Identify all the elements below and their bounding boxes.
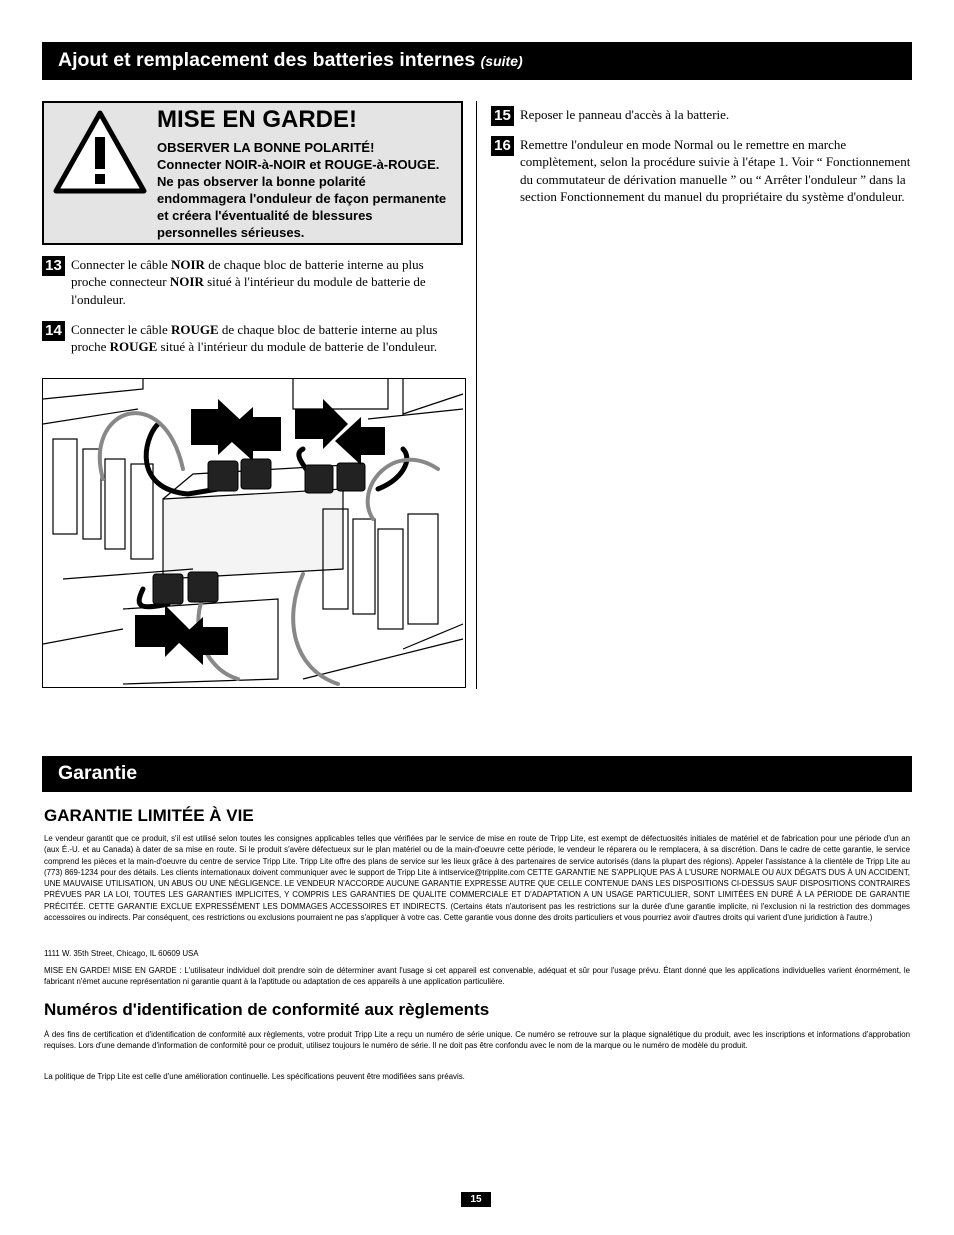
- warning-title: MISE EN GARDE!: [157, 106, 358, 133]
- battery-connection-illustration: [42, 378, 466, 688]
- section-header-batteries: [42, 42, 912, 80]
- column-divider: [476, 101, 477, 689]
- warranty-address: 1111 W. 35th Street, Chicago, IL 60609 USA: [44, 949, 199, 958]
- battery-illustration-icon: [43, 379, 465, 687]
- section-title: Ajout et remplacement des batteries internes (suite): [58, 49, 523, 71]
- section-title-suffix: (suite): [480, 53, 523, 69]
- warranty-caution: MISE EN GARDE! MISE EN GARDE : L'utilisateur individuel doit prendre soin de déterminer avant l'usage si cet appareil est convenable, adéquat et sûr pour l'usage prévu. Étant donné que les applications individuelles varient énormément, le fabricant n'émet aucune représentation ni garantie quant à la l'aptitude ou adaptation de ces appareils à une application particulière.: [44, 966, 910, 987]
- step-number: 16: [491, 136, 514, 156]
- step-number: 14: [42, 321, 65, 341]
- section-title: Garantie: [58, 762, 138, 784]
- step-number: 13: [42, 256, 65, 276]
- step-text: Remettre l'onduleur en mode Normal ou le remettre en marche complètement, selon la procédure suivie à l'étape 1. Voir “ Fonctionnement du commutateur de dérivation manuelle ” ou “ Arrêter l'onduleur ” dans la section Fonctionnement du manuel du propriétaire du système d'onduleur.: [520, 137, 911, 205]
- warning-triangle-icon: [52, 109, 148, 195]
- warranty-text: Le vendeur garantit que ce produit, s'il est utilisé selon toutes les consignes applicables telles que vérifiées par le service de mise en route de Tripp Lite, est exempt de défectuosités initiales de matériel et de fabrication pour une période d'un an (aux É.-U. et au Canada) à dater de sa mise en route. Si le produit s'avère défectueux sur le plan matériel ou de la main-d'oeuvre cette période, le vendeur le réparera ou le remplacera, à sa discrétion. Dans le cadre de cette garantie, le service comprend les pièces et la main-d'oeuvre du centre de service Tripp Lite. Tripp Lite offre des plans de service sur les lieux grâce à des partenaires de service autorisés (dans la plupart des régions). Appeler l'assistance à la clientèle de Tripp Lite au (773) 869-1234 pour des détails. Les clients internationaux doivent communiquer avec le support de Tripp Lite à intlservice@tripplite.com CETTE GARANTIE NE S'APPLIQUE PAS À L'USURE NORMALE OU AUX DÉGATS DUS À UN ACCIDENT, UNE MAUVAISE UTILISATION, UN ABUS OU UNE NÉGLIGENCE. LE VENDEUR N'ACCORDE AUCUNE GARANTIE EXPRESSE AUTRE QUE CELLE CONTENUE DANS LES DISPOSITIONS CI-DESSUS SAUF DISPOSITIONS CONTRAIRES PRÉVUES PAR LA LOI, TOUTES LES GARANTIES IMPLICITES, Y COMPRIS LES GARANTIES DE QUALITE COMMERCIALE ET D'ADAPTATION A UN USAGE PARTICULIER, SONT LIMITÉES EN DURÉ À LA PÉRIODE DE GARANTIE PRÉCITÉE. CETTE GARANTIE EXCLUE EXPRESSÉMENT LES DOMMAGES ACCESSOIRES ET INDIRECTS. (Certains états n'autorisent pas les restrictions sur la durée d'une garantie implicite, ni l'exclusion ni la restriction des dommages accessoires ou indirects. Par conséquent, ces restrictions ou exclusions pourraient ne pas s'appliquer à votre cas. Cette garantie vous donne des droits particuliers et vous pourriez avoir d'autres droits qui varient d'une juridiction à l'autre.): [44, 834, 910, 923]
- conformity-heading: Numéros d'identification de conformité aux règlements: [44, 1000, 490, 1019]
- step-text: Connecter le câble NOIR de chaque bloc de batterie interne au plus proche connecteur NOIR situé à l'intérieur du module de batterie de l'onduleur.: [71, 257, 426, 307]
- conformity-text: À des fins de certification et d'identification de conformité aux règlements, votre produit Tripp Lite a reçu un numéro de série unique. Ce numéro se retrouve sur la plaque signalétique du produit, avec les inscriptions et informations d'approbation requises. Lors d'une demande d'information de conformité pour ce produit, utilisez toujours le numéro de série. Il ne doit pas être confondu avec le nom de la marque ou le numéro de modèle du produit.: [44, 1030, 910, 1051]
- step-number: 15: [491, 106, 514, 126]
- policy-text: La politique de Tripp Lite est celle d'une amélioration continuelle. Les spécifications peuvent être modifiées sans préavis.: [44, 1072, 465, 1081]
- warning-body: Connecter NOIR-à-NOIR et ROUGE-à-ROUGE. Ne pas observer la bonne polarité endommagera l'onduleur de façon permanente et créera l'éventualité de blessures personnelles sérieuses.: [157, 157, 447, 240]
- section-header-warranty: [42, 756, 912, 792]
- warranty-heading: GARANTIE LIMITÉE À VIE: [44, 806, 254, 825]
- step-text: Connecter le câble ROUGE de chaque bloc de batterie interne au plus proche ROUGE situé à l'intérieur du module de batterie de l'onduleur.: [71, 322, 438, 355]
- warning-subtitle: OBSERVER LA BONNE POLARITÉ!: [157, 140, 375, 155]
- warning-box: [42, 101, 463, 245]
- step-text: Reposer le panneau d'accès à la batterie.: [520, 107, 730, 122]
- page-number: 15: [461, 1192, 491, 1207]
